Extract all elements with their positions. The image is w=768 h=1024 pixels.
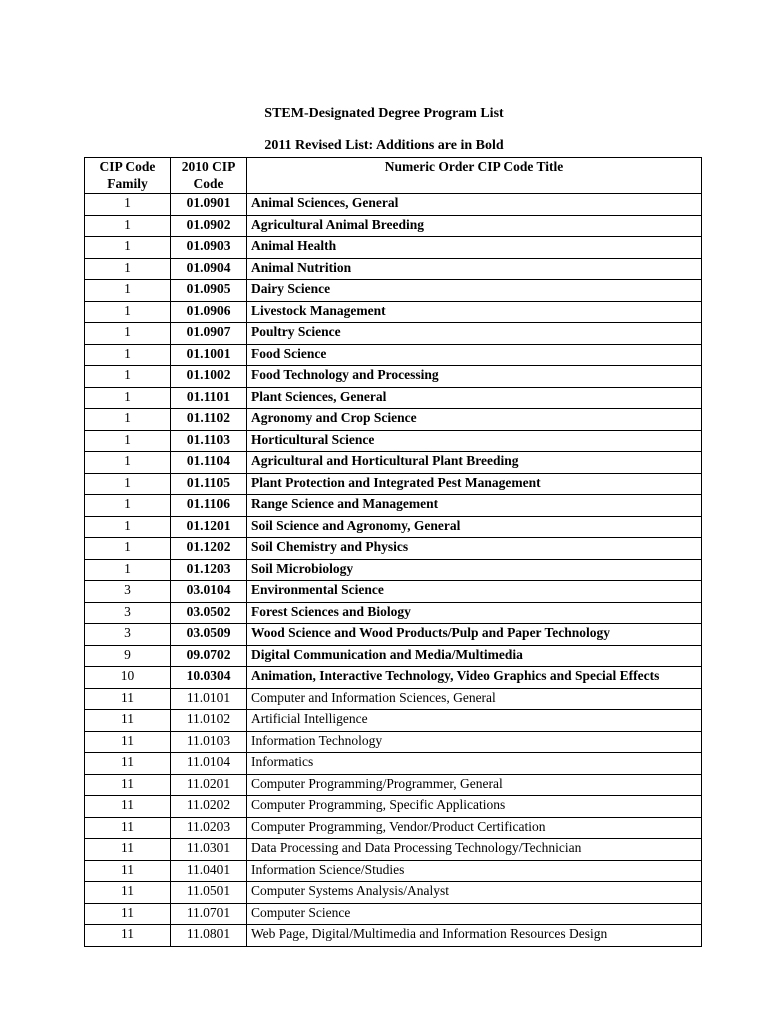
- table-row: [85, 796, 702, 818]
- cell-cip-code: 01.1001: [171, 344, 247, 366]
- table-row: [85, 194, 702, 216]
- cell-cip-code: 11.0701: [171, 903, 247, 925]
- cell-cip-code: 01.0905: [171, 280, 247, 302]
- cell-cip-family: 1: [85, 495, 171, 517]
- table-row: [85, 409, 702, 431]
- cell-cip-code: 11.0501: [171, 882, 247, 904]
- cell-cip-code: 11.0301: [171, 839, 247, 861]
- cell-cip-title: Forest Sciences and Biology: [247, 602, 702, 624]
- table-row: [85, 860, 702, 882]
- cell-cip-family: 1: [85, 430, 171, 452]
- table-row: [85, 839, 702, 861]
- cell-cip-code: 01.0903: [171, 237, 247, 259]
- table-row: [85, 516, 702, 538]
- header-cip-code-title: Numeric Order CIP Code Title: [247, 158, 702, 194]
- cell-cip-code: 01.1002: [171, 366, 247, 388]
- cell-cip-family: 1: [85, 301, 171, 323]
- cell-cip-title: Livestock Management: [247, 301, 702, 323]
- cell-cip-title: Computer and Information Sciences, General: [247, 688, 702, 710]
- table-row: [85, 602, 702, 624]
- cell-cip-code: 03.0502: [171, 602, 247, 624]
- cell-cip-title: Soil Science and Agronomy, General: [247, 516, 702, 538]
- cell-cip-title: Range Science and Management: [247, 495, 702, 517]
- table-row: [85, 237, 702, 259]
- cell-cip-code: 11.0102: [171, 710, 247, 732]
- cell-cip-family: 11: [85, 882, 171, 904]
- cell-cip-code: 11.0201: [171, 774, 247, 796]
- table-body: [85, 194, 702, 947]
- table-row: [85, 624, 702, 646]
- table-row: [85, 645, 702, 667]
- cell-cip-family: 1: [85, 280, 171, 302]
- page-title: STEM-Designated Degree Program List: [264, 106, 504, 121]
- cell-cip-code: 01.1103: [171, 430, 247, 452]
- cell-cip-title: Food Science: [247, 344, 702, 366]
- cell-cip-family: 1: [85, 237, 171, 259]
- cell-cip-code: 01.1106: [171, 495, 247, 517]
- cell-cip-title: Environmental Science: [247, 581, 702, 603]
- cell-cip-title: Food Technology and Processing: [247, 366, 702, 388]
- cell-cip-family: 11: [85, 774, 171, 796]
- cell-cip-code: 01.1201: [171, 516, 247, 538]
- cell-cip-family: 11: [85, 903, 171, 925]
- table-row: [85, 882, 702, 904]
- cell-cip-title: Plant Sciences, General: [247, 387, 702, 409]
- cell-cip-title: Web Page, Digital/Multimedia and Information Resources Design: [247, 925, 702, 947]
- cell-cip-title: Computer Science: [247, 903, 702, 925]
- cell-cip-title: Information Science/Studies: [247, 860, 702, 882]
- page-subtitle: 2011 Revised List: Additions are in Bold: [264, 138, 504, 153]
- cell-cip-title: Informatics: [247, 753, 702, 775]
- cell-cip-title: Computer Systems Analysis/Analyst: [247, 882, 702, 904]
- cell-cip-family: 3: [85, 624, 171, 646]
- cell-cip-code: 01.1102: [171, 409, 247, 431]
- table-row: [85, 688, 702, 710]
- table-row: [85, 473, 702, 495]
- cell-cip-code: 01.0904: [171, 258, 247, 280]
- table-row: [85, 452, 702, 474]
- header-cip-code-family: CIP Code Family: [85, 158, 171, 194]
- cell-cip-code: 11.0101: [171, 688, 247, 710]
- cell-cip-title: Horticultural Science: [247, 430, 702, 452]
- cell-cip-code: 11.0103: [171, 731, 247, 753]
- cell-cip-code: 01.1101: [171, 387, 247, 409]
- cell-cip-code: 10.0304: [171, 667, 247, 689]
- cell-cip-code: 01.0901: [171, 194, 247, 216]
- table-row: [85, 903, 702, 925]
- cell-cip-code: 01.0902: [171, 215, 247, 237]
- cell-cip-code: 01.0907: [171, 323, 247, 345]
- cell-cip-code: 01.0906: [171, 301, 247, 323]
- cell-cip-family: 1: [85, 473, 171, 495]
- cell-cip-family: 11: [85, 860, 171, 882]
- cell-cip-title: Computer Programming/Programmer, General: [247, 774, 702, 796]
- table-row: [85, 559, 702, 581]
- cell-cip-family: 1: [85, 323, 171, 345]
- cell-cip-title: Animal Nutrition: [247, 258, 702, 280]
- cell-cip-title: Animal Sciences, General: [247, 194, 702, 216]
- table-row: [85, 344, 702, 366]
- table-row: [85, 430, 702, 452]
- cell-cip-family: 1: [85, 344, 171, 366]
- table-row: [85, 817, 702, 839]
- cell-cip-title: Digital Communication and Media/Multimedia: [247, 645, 702, 667]
- table-row: [85, 387, 702, 409]
- table-row: [85, 753, 702, 775]
- cell-cip-code: 01.1104: [171, 452, 247, 474]
- table-row: [85, 258, 702, 280]
- cell-cip-title: Soil Chemistry and Physics: [247, 538, 702, 560]
- cell-cip-code: 01.1105: [171, 473, 247, 495]
- cell-cip-family: 11: [85, 710, 171, 732]
- cell-cip-family: 1: [85, 452, 171, 474]
- cell-cip-code: 11.0202: [171, 796, 247, 818]
- table-row: [85, 731, 702, 753]
- cell-cip-title: Agronomy and Crop Science: [247, 409, 702, 431]
- table-row: [85, 280, 702, 302]
- cell-cip-code: 09.0702: [171, 645, 247, 667]
- cell-cip-family: 11: [85, 796, 171, 818]
- cell-cip-title: Computer Programming, Specific Applications: [247, 796, 702, 818]
- cell-cip-family: 1: [85, 559, 171, 581]
- table-row: [85, 301, 702, 323]
- cip-code-table: [84, 157, 702, 947]
- cell-cip-title: Artificial Intelligence: [247, 710, 702, 732]
- cell-cip-family: 11: [85, 925, 171, 947]
- cell-cip-family: 3: [85, 602, 171, 624]
- cell-cip-title: Soil Microbiology: [247, 559, 702, 581]
- table-row: [85, 710, 702, 732]
- cell-cip-family: 11: [85, 753, 171, 775]
- table-header-row: [85, 158, 702, 194]
- cell-cip-family: 1: [85, 409, 171, 431]
- table-row: [85, 581, 702, 603]
- cell-cip-title: Poultry Science: [247, 323, 702, 345]
- cell-cip-family: 1: [85, 387, 171, 409]
- cell-cip-title: Plant Protection and Integrated Pest Management: [247, 473, 702, 495]
- cell-cip-family: 9: [85, 645, 171, 667]
- cell-cip-code: 11.0401: [171, 860, 247, 882]
- cell-cip-code: 01.1202: [171, 538, 247, 560]
- table-row: [85, 925, 702, 947]
- cell-cip-family: 3: [85, 581, 171, 603]
- table-row: [85, 215, 702, 237]
- cell-cip-family: 1: [85, 538, 171, 560]
- cell-cip-family: 11: [85, 731, 171, 753]
- header-2010-cip-code: 2010 CIP Code: [171, 158, 247, 194]
- cell-cip-code: 03.0104: [171, 581, 247, 603]
- cell-cip-family: 11: [85, 817, 171, 839]
- cell-cip-code: 11.0203: [171, 817, 247, 839]
- cell-cip-family: 1: [85, 516, 171, 538]
- cell-cip-title: Animal Health: [247, 237, 702, 259]
- cell-cip-code: 01.1203: [171, 559, 247, 581]
- table-row: [85, 774, 702, 796]
- table-row: [85, 538, 702, 560]
- table-row: [85, 366, 702, 388]
- cell-cip-family: 11: [85, 688, 171, 710]
- cell-cip-title: Computer Programming, Vendor/Product Certification: [247, 817, 702, 839]
- cell-cip-title: Dairy Science: [247, 280, 702, 302]
- cell-cip-code: 03.0509: [171, 624, 247, 646]
- table-row: [85, 323, 702, 345]
- table-row: [85, 667, 702, 689]
- cell-cip-family: 11: [85, 839, 171, 861]
- cell-cip-title: Animation, Interactive Technology, Video Graphics and Special Effects: [247, 667, 702, 689]
- cell-cip-family: 10: [85, 667, 171, 689]
- table-row: [85, 495, 702, 517]
- cell-cip-title: Wood Science and Wood Products/Pulp and Paper Technology: [247, 624, 702, 646]
- cell-cip-family: 1: [85, 194, 171, 216]
- cell-cip-title: Data Processing and Data Processing Technology/Technician: [247, 839, 702, 861]
- cell-cip-family: 1: [85, 215, 171, 237]
- cell-cip-family: 1: [85, 258, 171, 280]
- cell-cip-code: 11.0104: [171, 753, 247, 775]
- cell-cip-code: 11.0801: [171, 925, 247, 947]
- cell-cip-title: Agricultural Animal Breeding: [247, 215, 702, 237]
- cell-cip-title: Information Technology: [247, 731, 702, 753]
- cell-cip-title: Agricultural and Horticultural Plant Breeding: [247, 452, 702, 474]
- cell-cip-family: 1: [85, 366, 171, 388]
